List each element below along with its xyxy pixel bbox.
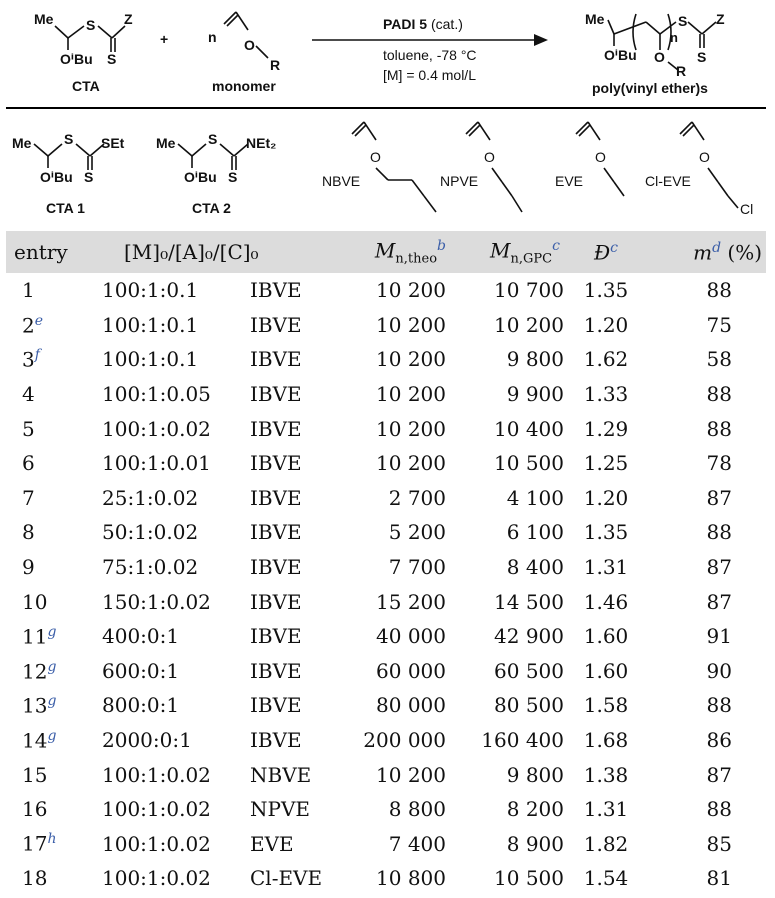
cta2-s: S: [208, 131, 218, 147]
cta2-me: Me: [156, 135, 176, 151]
table-row: [6, 584, 766, 619]
cell-mn-gpc: 80 500: [494, 693, 564, 718]
monomer-n: n: [208, 29, 217, 45]
cell-mn-gpc: 6 100: [506, 520, 564, 545]
cell-entry: 12$^g$: [22, 658, 57, 684]
cta-me: Me: [34, 11, 54, 27]
cell-conversion: 86: [706, 728, 732, 753]
table-header-row: [6, 231, 766, 273]
cell-conversion: 88: [706, 416, 732, 441]
col-entry-header: entry: [6, 231, 94, 273]
cell-dispersity: 1.33: [583, 382, 629, 407]
cell-monomer: IBVE: [250, 728, 302, 753]
cta1-oibu: OⁱBu: [40, 169, 73, 185]
cell-entry: 2e: [22, 312, 44, 338]
cell-mn-theo: 10 200: [376, 278, 446, 303]
col-conversion-header: $m^d$ (%): [646, 231, 766, 273]
cell-ratio: 100:1:0.02: [102, 831, 211, 856]
cell-conversion: 81: [706, 866, 732, 891]
footnote-marker: h: [47, 831, 57, 848]
cleve-label: Cl-EVE: [645, 173, 691, 189]
cell-mn-gpc: 9 800: [506, 347, 564, 372]
cell-entry: 10: [22, 589, 48, 614]
cell-ratio: 25:1:0.02: [102, 485, 199, 510]
cta1-group: SEt: [101, 135, 125, 151]
cell-mn-theo: 5 200: [388, 520, 446, 545]
product-s2: S: [697, 49, 707, 65]
cell-mn-theo: 10 200: [376, 312, 446, 337]
cell-conversion: 88: [706, 278, 732, 303]
cell-dispersity: 1.35: [583, 278, 629, 303]
plus-sign: +: [160, 31, 169, 47]
cell-entry: 5: [22, 416, 35, 441]
cell-mn-theo: 7 700: [388, 555, 446, 580]
cell-conversion: 87: [706, 485, 732, 510]
cell-dispersity: 1.60: [583, 624, 629, 649]
cell-mn-theo: 15 200: [376, 589, 446, 614]
product-s: S: [678, 13, 688, 29]
table-row: [6, 550, 766, 585]
table-row: [6, 515, 766, 550]
cell-dispersity: 1.58: [583, 693, 629, 718]
product-r: R: [676, 63, 687, 79]
table-row: [6, 481, 766, 516]
cell-monomer: IBVE: [250, 416, 302, 441]
reaction-scheme: [0, 0, 775, 105]
cell-ratio: 600:0:1: [102, 658, 180, 683]
cell-mn-theo: 8 800: [388, 797, 446, 822]
product-label: poly(vinyl ether)s: [592, 80, 708, 96]
cell-monomer: IBVE: [250, 278, 302, 303]
cta1-label: CTA 1: [46, 200, 85, 216]
monomer-o: O: [244, 37, 255, 53]
cell-monomer: IBVE: [250, 693, 302, 718]
product-n: n: [670, 30, 678, 45]
cell-mn-theo: 60 000: [376, 658, 446, 683]
cell-mn-gpc: 9 900: [506, 382, 564, 407]
cell-mn-gpc: 8 200: [506, 797, 564, 822]
cell-monomer: IBVE: [250, 382, 302, 407]
cell-conversion: 75: [706, 312, 732, 337]
cell-mn-theo: 10 200: [376, 451, 446, 476]
cell-mn-gpc: 10 500: [494, 866, 564, 891]
cta2-group: NEt₂: [246, 135, 277, 151]
cell-conversion: 87: [706, 762, 732, 787]
cell-mn-theo: 10 800: [376, 866, 446, 891]
cell-conversion: 87: [706, 555, 732, 580]
product-me: Me: [585, 11, 605, 27]
cell-ratio: 100:1:0.1: [102, 347, 199, 372]
cell-mn-theo: 200 000: [363, 728, 446, 753]
cell-mn-gpc: 4 100: [506, 485, 564, 510]
cell-monomer: IBVE: [250, 485, 302, 510]
cell-entry: 6: [22, 451, 35, 476]
cell-monomer: IBVE: [250, 624, 302, 649]
cell-entry: 1: [22, 278, 35, 303]
cell-monomer: NBVE: [250, 762, 312, 787]
cta1-s: S: [64, 131, 74, 147]
cell-ratio: 100:1:0.02: [102, 762, 211, 787]
cell-ratio: 100:1:0.05: [102, 382, 211, 407]
col-ratio-header: [M]₀/[A]₀/[C]₀: [94, 231, 342, 273]
npve-label: NPVE: [440, 173, 479, 189]
cell-monomer: IBVE: [250, 451, 302, 476]
cell-monomer: IBVE: [250, 658, 302, 683]
cell-monomer: NPVE: [250, 797, 310, 822]
cell-ratio: 100:1:0.01: [102, 451, 211, 476]
cell-dispersity: 1.62: [583, 347, 629, 372]
conditions-solvent: toluene, -78 °C: [383, 47, 477, 63]
conditions-conc: [M] = 0.4 mol/L: [383, 67, 476, 83]
cell-entry: 8: [22, 520, 35, 545]
footnote-marker: g: [47, 693, 57, 710]
cell-mn-gpc: 42 900: [494, 624, 564, 649]
cell-conversion: 88: [706, 382, 732, 407]
cell-ratio: 2000:0:1: [102, 728, 192, 753]
cell-dispersity: 1.31: [583, 555, 629, 580]
cell-conversion: 90: [706, 658, 732, 683]
cta-z: Z: [124, 11, 133, 27]
cell-monomer: IBVE: [250, 312, 302, 337]
catalyst-label: PADI 5 (cat.): [383, 16, 463, 32]
table-row: [6, 273, 766, 308]
eve-o: O: [595, 149, 606, 165]
cell-mn-theo: 10 200: [376, 382, 446, 407]
cell-dispersity: 1.20: [583, 312, 629, 337]
monomer-label: monomer: [212, 78, 276, 94]
cell-conversion: 78: [706, 451, 732, 476]
table-row: [6, 619, 766, 654]
npve-o: O: [484, 149, 495, 165]
cta1-s2: S: [84, 169, 94, 185]
cell-mn-theo: 2 700: [388, 485, 446, 510]
cell-conversion: 91: [706, 624, 732, 649]
table-body: [6, 273, 766, 896]
footnote-marker: g: [47, 727, 57, 744]
cleve-o: O: [699, 149, 710, 165]
cell-conversion: 85: [706, 831, 732, 856]
table-row: [6, 308, 766, 343]
cell-mn-gpc: 10 700: [494, 278, 564, 303]
cell-conversion: 87: [706, 589, 732, 614]
table-row: [6, 446, 766, 481]
mn-gpc-header: $M_{n,GPC}^c$: [490, 238, 560, 267]
cell-dispersity: 1.31: [583, 797, 629, 822]
cell-dispersity: 1.38: [583, 762, 629, 787]
results-table: [6, 231, 766, 896]
cell-entry: 15: [22, 762, 48, 787]
cta-oibu: OⁱBu: [60, 51, 93, 67]
footnote-marker: f: [34, 347, 40, 364]
cell-mn-gpc: 160 400: [481, 728, 564, 753]
table-row: [6, 757, 766, 792]
cell-entry: 3$^f$: [22, 347, 40, 372]
cell-dispersity: 1.54: [583, 866, 629, 891]
cta-s: S: [86, 17, 96, 33]
cell-mn-gpc: 10 500: [494, 451, 564, 476]
table-row: [6, 723, 766, 758]
table-row: [6, 342, 766, 377]
footnote-marker: g: [47, 658, 57, 675]
cell-mn-gpc: 10 400: [494, 416, 564, 441]
cell-monomer: IBVE: [250, 520, 302, 545]
product-z: Z: [716, 11, 725, 27]
cell-ratio: 150:1:0.02: [102, 589, 211, 614]
cell-mn-theo: 10 200: [376, 762, 446, 787]
cta2-oibu: OⁱBu: [184, 169, 217, 185]
cell-entry: 17$^h$: [22, 831, 57, 857]
nbve-o: O: [370, 149, 381, 165]
cell-ratio: 100:1:0.02: [102, 797, 211, 822]
table-row: [6, 792, 766, 827]
cell-conversion: 88: [706, 693, 732, 718]
col-mn-theo-header: $M_{n,theo}^b$: [342, 231, 566, 273]
cell-mn-gpc: 8 900: [506, 831, 564, 856]
table-row: [6, 377, 766, 412]
cell-mn-theo: 10 200: [376, 347, 446, 372]
cell-monomer: EVE: [250, 831, 294, 856]
table-row: [6, 827, 766, 862]
cta-label: CTA: [72, 78, 100, 94]
cell-mn-gpc: 60 500: [494, 658, 564, 683]
cell-mn-gpc: 14 500: [494, 589, 564, 614]
product-o: O: [654, 49, 665, 65]
cell-entry: 11$^g$: [22, 623, 57, 649]
cell-mn-theo: 40 000: [376, 624, 446, 649]
cell-conversion: 88: [706, 520, 732, 545]
cell-entry: 14$^g$: [22, 727, 57, 753]
cell-entry: 18: [22, 866, 48, 891]
cell-monomer: IBVE: [250, 555, 302, 580]
table-row: [6, 688, 766, 723]
eve-label: EVE: [555, 173, 584, 189]
cell-mn-theo: 80 000: [376, 693, 446, 718]
cell-dispersity: 1.35: [583, 520, 629, 545]
cta-s2: S: [107, 51, 117, 67]
cell-monomer: IBVE: [250, 589, 302, 614]
cell-conversion: 58: [706, 347, 732, 372]
structures-row: [0, 112, 775, 227]
cell-dispersity: 1.29: [583, 416, 629, 441]
cell-ratio: 400:0:1: [102, 624, 180, 649]
table-row: [6, 654, 766, 689]
monomer-r: R: [270, 57, 281, 73]
cell-ratio: 50:1:0.02: [102, 520, 199, 545]
arrow-head-icon: [534, 34, 548, 46]
cell-dispersity: 1.25: [583, 451, 629, 476]
cta2-s2: S: [228, 169, 238, 185]
cell-ratio: 100:1:0.1: [102, 312, 199, 337]
cell-entry: 7: [22, 485, 35, 510]
cell-mn-gpc: 10 200: [494, 312, 564, 337]
cell-conversion: 88: [706, 797, 732, 822]
cell-ratio: 100:1:0.02: [102, 866, 211, 891]
footnote-marker: g: [47, 623, 57, 640]
cell-ratio: 100:1:0.1: [102, 278, 199, 303]
cell-dispersity: 1.60: [583, 658, 629, 683]
cell-ratio: 75:1:0.02: [102, 555, 199, 580]
cell-mn-gpc: 8 400: [506, 555, 564, 580]
cell-entry: 9: [22, 555, 35, 580]
cell-ratio: 100:1:0.02: [102, 416, 211, 441]
footnote-marker: e: [34, 312, 44, 329]
cell-entry: 4: [22, 382, 35, 407]
cell-ratio: 800:0:1: [102, 693, 180, 718]
cta1-me: Me: [12, 135, 32, 151]
cleve-cl: Cl: [740, 201, 754, 217]
cell-dispersity: 1.82: [583, 831, 629, 856]
cell-monomer: Cl-EVE: [250, 866, 323, 891]
cell-entry: 16: [22, 797, 48, 822]
cta2-label: CTA 2: [192, 200, 231, 216]
nbve-label: NBVE: [322, 173, 361, 189]
cell-dispersity: 1.68: [583, 728, 629, 753]
cell-mn-gpc: 9 800: [506, 762, 564, 787]
cell-monomer: IBVE: [250, 347, 302, 372]
cell-entry: 13$^g$: [22, 693, 57, 718]
product-oibu: OⁱBu: [604, 47, 637, 63]
cell-dispersity: 1.20: [583, 485, 629, 510]
col-dispersity-header: $Đ^c$: [566, 231, 646, 273]
cell-mn-theo: 7 400: [388, 831, 446, 856]
table-row: [6, 861, 766, 896]
cell-mn-theo: 10 200: [376, 416, 446, 441]
scheme-divider: [6, 107, 766, 109]
cell-dispersity: 1.46: [583, 589, 629, 614]
table-row: [6, 411, 766, 446]
